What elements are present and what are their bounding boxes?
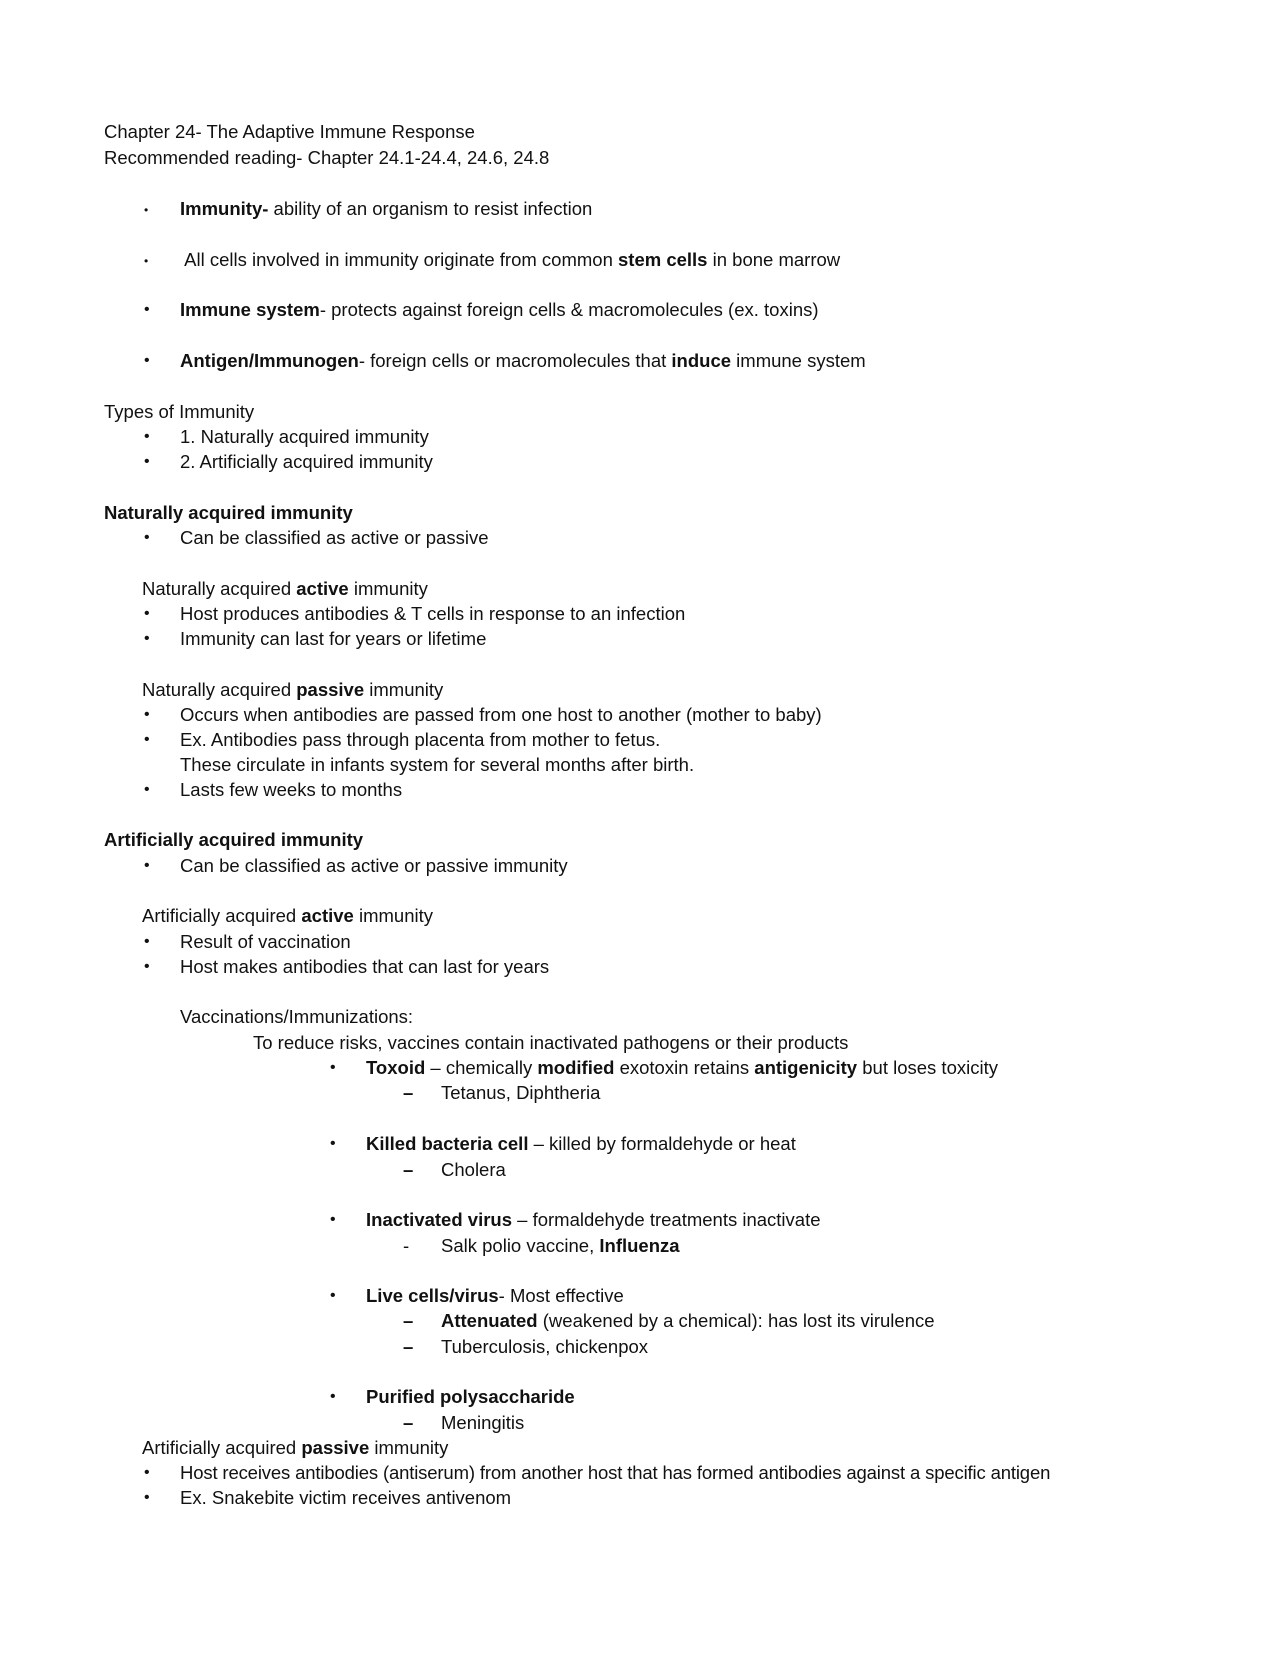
bullet: • — [330, 1388, 336, 1405]
vaccine-killed-example: Cholera — [441, 1159, 506, 1180]
bullet: • — [144, 706, 150, 723]
artificial-passive-heading: Artificially acquired passive immunity — [142, 1437, 449, 1458]
bullet: • — [144, 453, 150, 470]
bullet: • — [330, 1059, 336, 1076]
dash: – — [403, 1082, 414, 1103]
bullet: • — [144, 781, 150, 798]
bullet: • — [144, 428, 150, 445]
bullet: • — [144, 352, 150, 369]
types-item: 1. Naturally acquired immunity — [180, 426, 429, 447]
bullet: • — [144, 203, 149, 217]
types-heading: Types of Immunity — [104, 401, 255, 422]
recommended-reading: Recommended reading- Chapter 24.1-24.4, 24.6, 24.8 — [104, 147, 550, 168]
vaccine-live-attenuated: Attenuated (weakened by a chemical): has lost its virulence — [441, 1310, 935, 1331]
artificial-passive-item: Ex. Snakebite victim receives antivenom — [180, 1487, 512, 1508]
bullet: • — [144, 933, 150, 950]
bullet: • — [144, 301, 150, 318]
types-item: 2. Artificially acquired immunity — [180, 451, 433, 472]
artificial-intro: Can be classified as active or passive immunity — [180, 855, 568, 876]
natural-active-heading: Naturally acquired active immunity — [142, 578, 428, 599]
definition-immune-system: Immune system- protects against foreign cells & macromolecules (ex. toxins) — [180, 299, 819, 320]
natural-active-item: Host produces antibodies & T cells in response to an infection — [180, 603, 686, 624]
artificial-active-heading: Artificially acquired active immunity — [142, 905, 433, 926]
natural-passive-item: Ex. Antibodies pass through placenta from mother to fetus. — [180, 729, 661, 750]
definition-stem-cells: All cells involved in immunity originate from common stem cells in bone marrow — [180, 249, 841, 270]
bullet: • — [330, 1135, 336, 1152]
vaccine-inactivated-example: Salk polio vaccine, Influenza — [441, 1235, 680, 1256]
vaccinations-intro: To reduce risks, vaccines contain inactivated pathogens or their products — [253, 1032, 849, 1053]
vaccine-purified: Purified polysaccharide — [366, 1386, 575, 1407]
dash: - — [403, 1235, 410, 1256]
bullet: • — [144, 1464, 150, 1481]
natural-passive-item: Lasts few weeks to months — [180, 779, 403, 800]
dash: – — [403, 1336, 414, 1357]
vaccinations-heading: Vaccinations/Immunizations: — [180, 1006, 414, 1027]
bullet: • — [144, 857, 150, 874]
bullet: • — [144, 731, 150, 748]
natural-passive-item-continued: These circulate in infants system for several months after birth. — [180, 754, 695, 775]
artificial-active-item: Host makes antibodies that can last for years — [180, 956, 550, 977]
artificial-passive-item: Host receives antibodies (antiserum) from another host that has formed antibodies against a specific antigen — [180, 1462, 1051, 1483]
bullet: • — [144, 958, 150, 975]
artificial-active-item: Result of vaccination — [180, 931, 351, 952]
vaccine-live-example: Tuberculosis, chickenpox — [441, 1336, 649, 1357]
natural-intro: Can be classified as active or passive — [180, 527, 489, 548]
vaccine-live: Live cells/virus- Most effective — [366, 1285, 624, 1306]
artificial-heading: Artificially acquired immunity — [104, 829, 364, 850]
dash: – — [403, 1310, 414, 1331]
definition-antigen: Antigen/Immunogen- foreign cells or macromolecules that induce immune system — [180, 350, 866, 371]
natural-passive-heading: Naturally acquired passive immunity — [142, 679, 444, 700]
bullet: • — [144, 529, 150, 546]
bullet: • — [330, 1287, 336, 1304]
vaccine-toxoid: Toxoid – chemically modified exotoxin retains antigenicity but loses toxicity — [366, 1057, 998, 1078]
bullet: • — [144, 254, 149, 268]
natural-passive-item: Occurs when antibodies are passed from one host to another (mother to baby) — [180, 704, 822, 725]
vaccine-purified-example: Meningitis — [441, 1412, 525, 1433]
vaccine-killed: Killed bacteria cell – killed by formaldehyde or heat — [366, 1133, 796, 1154]
vaccine-inactivated: Inactivated virus – formaldehyde treatments inactivate — [366, 1209, 821, 1230]
definition-immunity: Immunity- ability of an organism to resist infection — [180, 198, 593, 219]
natural-active-item: Immunity can last for years or lifetime — [180, 628, 487, 649]
bullet: • — [330, 1211, 336, 1228]
dash: – — [403, 1159, 414, 1180]
bullet: • — [144, 630, 150, 647]
vaccine-toxoid-example: Tetanus, Diphtheria — [441, 1082, 601, 1103]
natural-heading: Naturally acquired immunity — [104, 502, 353, 523]
dash: – — [403, 1412, 414, 1433]
bullet: • — [144, 1489, 150, 1506]
bullet: • — [144, 605, 150, 622]
chapter-title: Chapter 24- The Adaptive Immune Response — [104, 121, 475, 142]
